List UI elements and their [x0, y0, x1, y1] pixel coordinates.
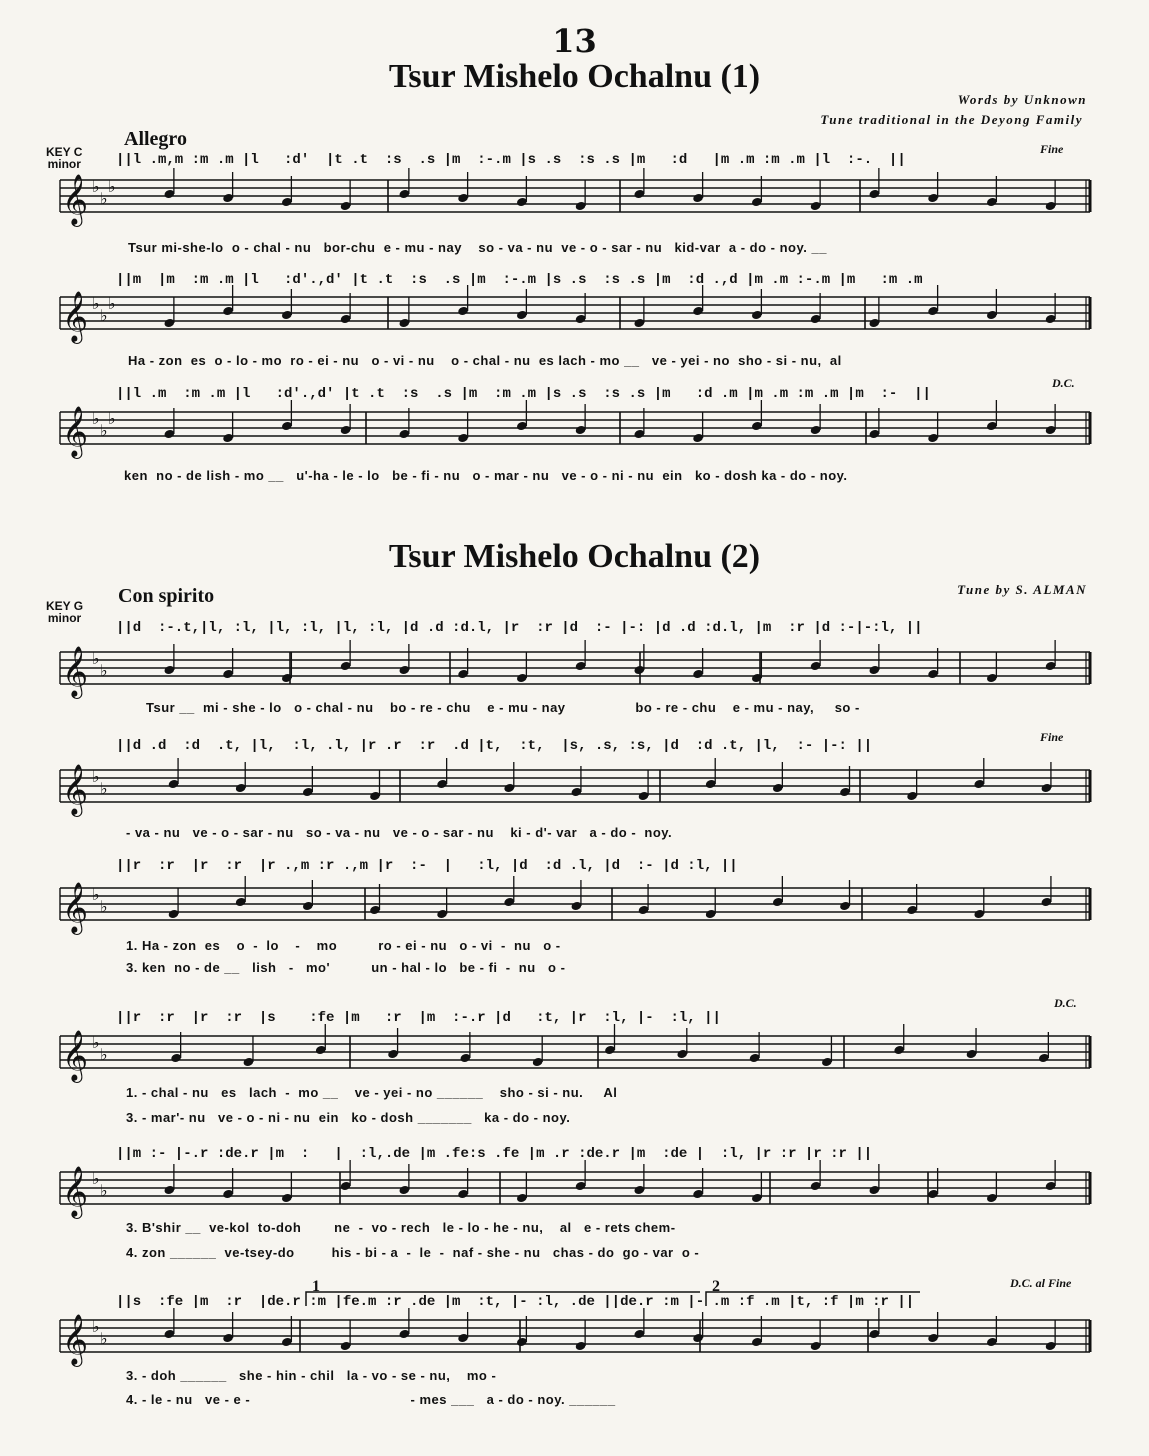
treble-clef-icon: 𝄞	[62, 1166, 89, 1217]
treble-clef-icon: 𝄞	[62, 1314, 89, 1365]
flat-icon: ♭	[92, 409, 100, 428]
treble-clef-icon: 𝄞	[62, 291, 89, 342]
song2-lyrics-line-6a: 3. - doh ______ she - hin - chil la - vo - se - nu, mo -	[126, 1368, 497, 1383]
song2-solfa-line-2: ||d .d :d .t, |l, :l, .l, |r .r :r .d |t, :t, |s, .s, :s, |d :d .t, |l, :- |-: ||	[116, 738, 873, 754]
song1-fine-mark: Fine	[1040, 142, 1064, 156]
treble-clef-icon: 𝄞	[62, 646, 89, 697]
flat-icon: ♭	[92, 177, 100, 196]
treble-clef-icon: 𝄞	[62, 406, 89, 457]
song2-fine-mark: Fine	[1040, 730, 1064, 744]
song1-tune-credit: Tune traditional in the Deyong Family	[820, 112, 1083, 127]
flat-icon: ♭	[108, 177, 116, 196]
song2-tune-credit: Tune by S. ALMAN	[957, 582, 1087, 597]
song2-lyrics-line-4a: 1. - chal - nu es lach - mo __ ve - yei - no ______ sho - si - nu. Al	[126, 1085, 618, 1100]
song2-lyrics-line-5a: 3. B'shir __ ve-kol to-doh ne - vo - rech le - lo - he - nu, al e - rets chem-	[126, 1220, 676, 1235]
song1-lyrics-line-3: ken no - de lish - mo __ u'-ha - le - lo be - fi - nu o - mar - nu ve - o - ni - nu ein ko - dosh ka - do - noy.	[124, 468, 848, 483]
song2-solfa-line-3: ||r :r |r :r |r .,m :r .,m |r :- | :l, |d :d .l, |d :- |d :l, ||	[116, 858, 738, 874]
song2-tempo: Con spirito	[118, 585, 215, 607]
second-ending-number: 2	[712, 1278, 720, 1295]
song1-key-label: KEY C minor	[46, 145, 83, 171]
flat-icon: ♭	[100, 661, 108, 680]
flat-icon: ♭	[92, 649, 100, 668]
song2-dc-al-fine-mark: D.C. al Fine	[1010, 1276, 1072, 1290]
song1-solfa-line-3: ||l .m :m .m |l :d'.,d' |t .t :s .s |m :m .m |s .s :s .s |m :d .m |m .m :m .m |m :- ||	[116, 386, 931, 402]
song1-tempo: Allegro	[124, 128, 187, 150]
song2-dc-mark: D.C.	[1054, 996, 1077, 1010]
flat-icon: ♭	[100, 189, 108, 208]
flat-icon: ♭	[108, 409, 116, 428]
first-ending-number: 1	[312, 1278, 320, 1295]
song2-solfa-line-1: ||d :-.t,|l, :l, |l, :l, |l, :l, |d .d :d.l, |r :r |d :- |-: |d .d :d.l, |m :r |d :-|-:l, ||	[116, 620, 923, 636]
treble-clef-icon: 𝄞	[62, 764, 89, 815]
song2-solfa-line-4: ||r :r |r :r |s :fe |m :r |m :-.r |d :t, |r :l, |- :l, ||	[116, 1010, 721, 1026]
song2-key-label: KEY G minor	[46, 599, 84, 625]
flat-icon: ♭	[100, 1045, 108, 1064]
flat-icon: ♭	[92, 885, 100, 904]
flat-icon: ♭	[100, 1329, 108, 1348]
song2-solfa-line-6: ||s :fe |m :r |de.r :m |fe.m :r .de |m :t, |- :l, .de ||de.r :m |- .m :f .m |t, :f |m :r ||	[116, 1294, 915, 1310]
song1-solfa-line-1: ||l .m,m :m .m |l :d' |t .t :s .s |m :-.m |s .s :s .s |m :d |m .m :m .m |l :-. ||	[116, 152, 906, 168]
song2-lyrics-line-1: Tsur __ mi - she - lo o - chal - nu bo - re - chu e - mu - nay bo - re - chu e - mu - nay, so -	[146, 700, 860, 715]
song1-lyrics-line-2: Ha - zon es o - lo - mo ro - ei - nu o - vi - nu o - chal - nu es lach - mo __ ve - yei - no sho - si - nu, al	[128, 353, 842, 368]
song2-solfa-line-5: ||m :- |-.r :de.r |m : | :l,.de |m .fe:s .fe |m .r :de.r |m :de | :l, |r :r |r :r ||	[116, 1146, 873, 1162]
flat-icon: ♭	[100, 897, 108, 916]
song2-lyrics-line-5b: 4. zon ______ ve-tsey-do his - bi - a - le - naf - she - nu chas - do go - var o -	[126, 1245, 700, 1260]
flat-icon: ♭	[92, 294, 100, 313]
song1-title: Tsur Mishelo Ochalnu (1)	[388, 58, 761, 95]
song2-lyrics-line-3a: 1. Ha - zon es o - lo - mo ro - ei - nu o - vi - nu o -	[126, 938, 561, 953]
song2-title: Tsur Mishelo Ochalnu (2)	[388, 538, 761, 575]
flat-icon: ♭	[100, 421, 108, 440]
song2-lyrics-line-4b: 3. - mar'- nu ve - o - ni - nu ein ko - dosh _______ ka - do - noy.	[126, 1110, 571, 1125]
flat-icon: ♭	[100, 1181, 108, 1200]
flat-icon: ♭	[92, 1169, 100, 1188]
song2-lyrics-line-2: - va - nu ve - o - sar - nu so - va - nu ve - o - sar - nu ki - d'- var a - do - noy.	[126, 825, 673, 840]
first-ending-bracket	[306, 1292, 700, 1306]
song1-words-credit: Words by Unknown	[957, 92, 1087, 107]
flat-icon: ♭	[108, 294, 116, 313]
song2-lyrics-line-6b: 4. - le - nu ve - e - - mes ___ a - do - noy. ______	[126, 1392, 616, 1407]
flat-icon: ♭	[100, 779, 108, 798]
flat-icon: ♭	[92, 767, 100, 786]
treble-clef-icon: 𝄞	[62, 882, 89, 933]
treble-clef-icon: 𝄞	[62, 1030, 89, 1081]
song1-lyrics-line-1: Tsur mi-she-lo o - chal - nu bor-chu e - mu - nay so - va - nu ve - o - sar - nu kid-var a - do - noy. __	[128, 240, 827, 255]
flat-icon: ♭	[100, 306, 108, 325]
page-number: 13	[552, 22, 597, 60]
song2-lyrics-line-3b: 3. ken no - de __ lish - mo' un - hal - lo be - fi - nu o -	[126, 960, 566, 975]
song1-dc-mark: D.C.	[1052, 376, 1075, 390]
flat-icon: ♭	[92, 1317, 100, 1336]
flat-icon: ♭	[92, 1033, 100, 1052]
second-ending-bracket	[706, 1292, 920, 1306]
song1-solfa-line-2: ||m |m :m .m |l :d'.,d' |t .t :s .s |m :-.m |s .s :s .s |m :d .,d |m .m :-.m |m :m .m	[116, 272, 923, 288]
treble-clef-icon: 𝄞	[62, 174, 89, 225]
